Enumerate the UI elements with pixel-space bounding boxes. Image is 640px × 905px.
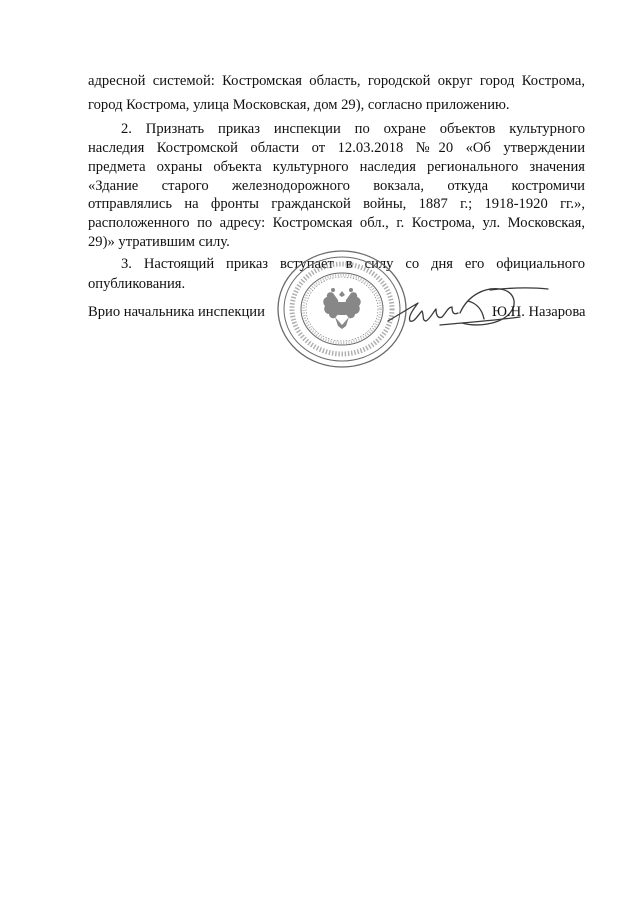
signatory-name: Ю.Н. Назарова: [492, 304, 586, 320]
paragraph-2-line-1: 2. Признать приказ инспекции по охране объектов культурного: [121, 121, 585, 137]
paragraph-3-line-1: 3. Настоящий приказ вступает в силу со дня его официального: [121, 256, 585, 272]
paragraph-2-line-7: 29)» утратившим силу.: [88, 234, 230, 250]
coat-of-arms-icon: [323, 288, 360, 329]
signatory-title: Врио начальника инспекции: [88, 304, 265, 320]
paragraph-3-line-2: опубликования.: [88, 276, 186, 292]
paragraph-2-line-5: отправлялись на фронты гражданской войны, 1887 г.; 1918-1920 гг.»,: [88, 196, 585, 212]
paragraph-2-line-3: предмета охраны объекта культурного наследия регионального значения: [88, 159, 585, 175]
paragraph-1-line-2: город Кострома, улица Московская, дом 29), согласно приложению.: [88, 97, 510, 113]
paragraph-2-line-6: расположенного по адресу: Костромская обл., г. Кострома, ул. Московская,: [88, 215, 585, 231]
paragraph-2-line-2: наследия Костромской области от 12.03.2018 №20 «Об утверждении: [88, 140, 585, 156]
paragraph-1-line-1: адресной системой: Костромская область, городской округ город Кострома,: [88, 73, 585, 89]
paragraph-2-line-4: «Здание старого железнодорожного вокзала, откуда костромичи: [88, 178, 585, 194]
